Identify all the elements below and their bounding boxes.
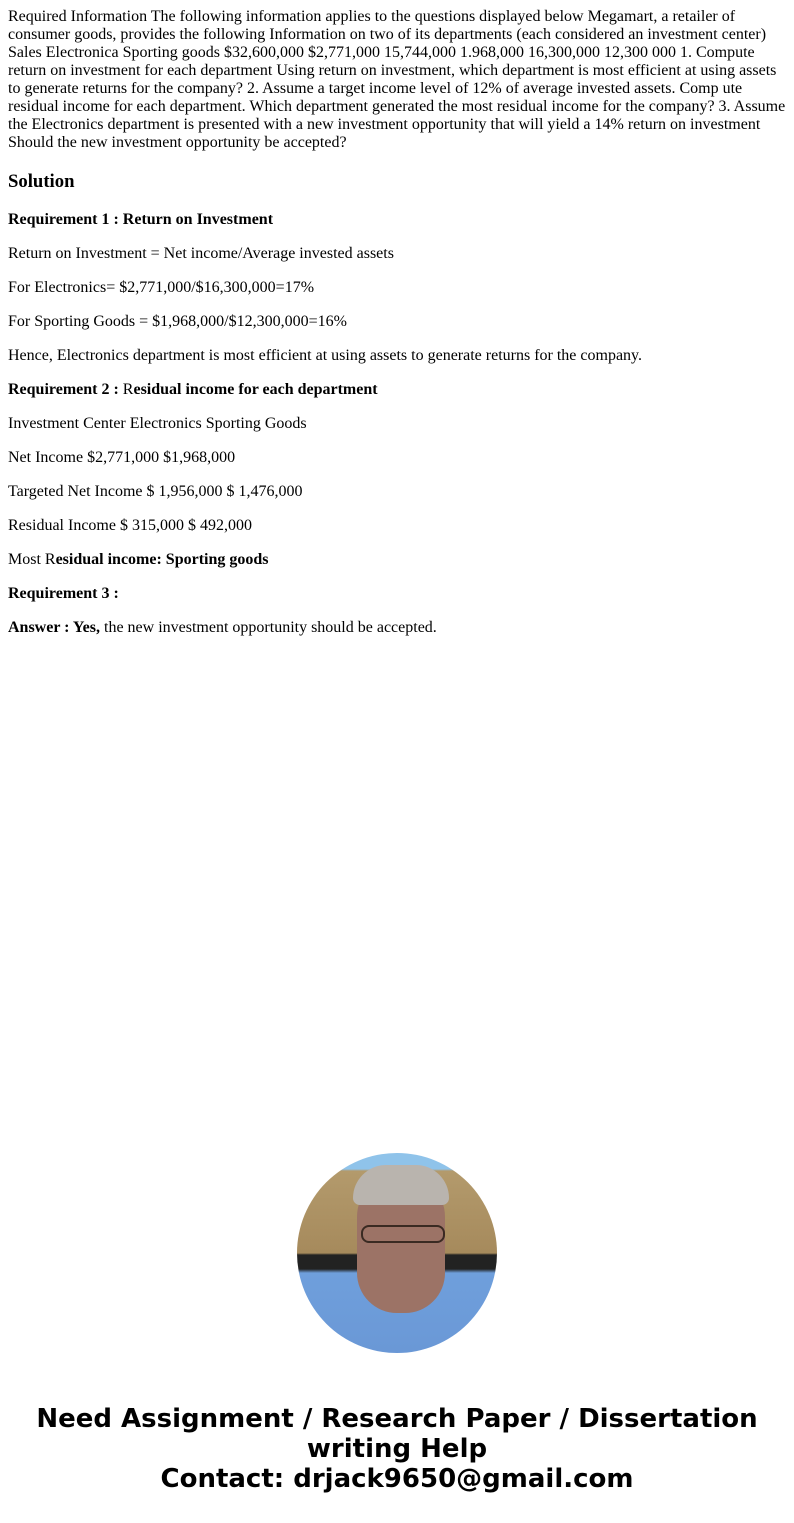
contact-banner [0, 1404, 794, 1494]
roi-formula: Return on Investment = Net income/Average invested assets [8, 245, 394, 262]
most-residual-prefix: Most R [8, 551, 56, 568]
answer-text: the new investment opportunity should be accepted. [100, 619, 437, 636]
req3-heading: Requirement 3 : [8, 585, 119, 602]
table-row: Residual Income $ 315,000 $ 492,000 [8, 517, 252, 534]
question-text: Required Information The following information applies to the questions displayed below Megamart, a retailer of consumer goods, provides the following Information on two of its departments (each considered an investment center) Sales Electronica Sporting goods $32,600,000 $2,771,000 15,744,000 1.968,000 16,300,000 12,300 000 1. Compute return on investment for each department Using return on investment, which department is most efficient at using assets to generate returns for the company? 2. Assume a target income level of 12% of average invested assets. Comp ute residual income for each department. Which department generated the most residual income for the company? 3. Assume the Electronics department is presented with a new investment opportunity that will yield a 14% return on investment Should the new investment opportunity be accepted? [8, 8, 786, 151]
table-row: Targeted Net Income $ 1,956,000 $ 1,476,000 [8, 483, 303, 500]
req3-answer [8, 619, 786, 637]
roi-sporting: For Sporting Goods = $1,968,000/$12,300,000=16% [8, 313, 347, 330]
banner-line1: Need Assignment / Research Paper / Dissertation writing Help [36, 1404, 758, 1464]
author-photo [297, 1153, 497, 1353]
glasses [361, 1225, 445, 1243]
req1-heading: Requirement 1 : Return on Investment [8, 211, 274, 228]
roi-conclusion: Hence, Electronics department is most efficient at using assets to generate returns for the company. [8, 347, 643, 364]
solution-heading: Solution [8, 171, 75, 192]
most-residual [8, 551, 786, 569]
hair [353, 1165, 449, 1205]
table-row: Net Income $2,771,000 $1,968,000 [8, 449, 236, 466]
req2-heading-label: Requirement 2 : [8, 381, 123, 398]
roi-electronics: For Electronics= $2,771,000/$16,300,000=17% [8, 279, 315, 296]
banner-contact: Contact: drjack9650@gmail.com [160, 1464, 634, 1494]
table-row: Investment Center Electronics Sporting Goods [8, 415, 307, 432]
req2-heading-rest: esidual income for each department [133, 381, 378, 398]
req2-heading [8, 381, 786, 399]
most-residual-value: esidual income: Sporting goods [55, 551, 269, 568]
document [0, 0, 794, 637]
answer-label: Answer : Yes, [8, 619, 100, 636]
req2-heading-r: R [122, 381, 134, 398]
